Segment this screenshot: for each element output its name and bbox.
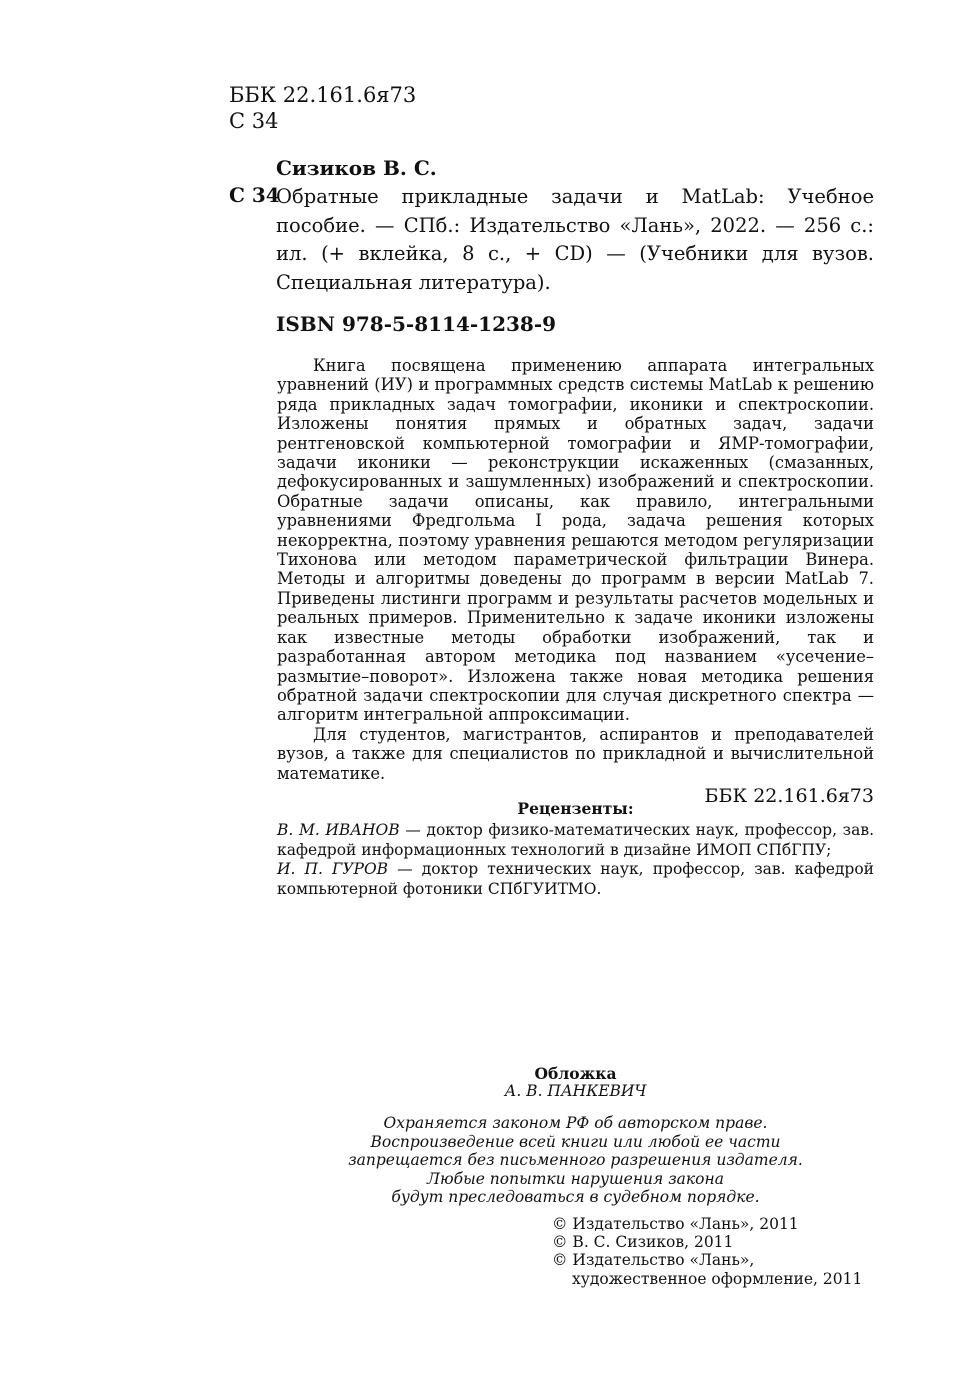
reviewers-list (277, 821, 874, 899)
cover-artist: А. В. ПАНКЕВИЧ (504, 1082, 647, 1100)
copyright-line: художественное оформление, 2011 (572, 1269, 863, 1288)
copyright-line: © Издательство «Лань», (552, 1251, 755, 1270)
reviewer-name: В. М. ИВАНОВ (277, 821, 400, 839)
reviewer-name: И. П. ГУРОВ (277, 860, 389, 878)
bbk-code: ББК 22.161.6я73 (229, 83, 417, 107)
notice-line: Любые попытки нарушения закона (427, 1169, 724, 1188)
isbn: ISBN 978-5-8114-1238-9 (276, 312, 557, 336)
bibliographic-description: Обратные прикладные задачи и MatLab: Учебное пособие. — СПб.: Издательство «Лань», 2022. — 256 с.: ил. (+ вклейка, 8 с., + CD) — (Учебники для вузов. Специальная литература). (276, 185, 874, 294)
annotation (277, 356, 874, 809)
reviewer-entry (277, 860, 874, 899)
notice-line: будут преследоваться в судебном порядке. (391, 1188, 760, 1206)
notice-line: Охраняется законом РФ об авторском праве. (383, 1114, 768, 1132)
annotation-paragraph: Для студентов, магистрантов, аспирантов и преподавателей вузов, а также для специалистов по прикладной и вычислительной математике. (277, 724, 874, 783)
reviewer-entry (277, 821, 874, 860)
header-block (229, 82, 416, 134)
cover-title: Обложка (534, 1064, 617, 1083)
reviewer-credentials: — доктор технических наук, профессор, зав. кафедрой компьютерной фотоники СПбГУИТМО. (277, 860, 875, 898)
copyright-line: © Издательство «Лань», 2011 (552, 1215, 799, 1233)
author-index-mark: С 34 (229, 183, 280, 207)
reviewers-title: Рецензенты: (517, 799, 634, 818)
annotation-paragraph: Книга посвящена применению аппарата интегральных уравнений (ИУ) и программных средств системы MatLab к решению ряда прикладных задач томографии, иконики и спектроскопии. Изложены понятия прямых и обратных задач, задачи рентгеновской компьютерной томографии и ЯМР-томографии, задачи иконики — реконструкции искаженных (смазанных, дефокусированных и зашумленных) изображений и спектроскопии. Обратные задачи описаны, как правило, интегральными уравнениями Фредгольма I рода, задача решения которых некорректна, поэтому уравнения решаются методом регуляризации Тихонова или методом параметрической фильтрации Винера. Методы и алгоритмы доведены до программ в версии MatLab 7. Приведены листинги программ и результаты расчетов модельных и реальных примеров. Применительно к задаче иконики изложены как известные методы обработки изображений, так и разработанная автором методика под названием «усечение–размытие–поворот». Изложена также новая методика решения обратной задачи спектроскопии для случая дискретного спектра — алгоритм интегральной аппроксимации. (277, 356, 874, 725)
copyright-lines (552, 1215, 862, 1288)
reviewer-credentials: — доктор физико-математических наук, профессор, зав. кафедрой информационных технологий в дизайне ИМОП СПбГПУ; (277, 821, 875, 859)
author-index: С 34 (229, 109, 279, 133)
annotation-bbk: ББК 22.161.6я73 (704, 784, 874, 807)
notice-line: Воспроизведение всей книги или любой ее части (370, 1132, 781, 1151)
copyright-line: © В. С. Сизиков, 2011 (552, 1233, 734, 1252)
author-name: Сизиков В. С. (276, 156, 437, 180)
copyright-notice (277, 1114, 874, 1207)
notice-line: запрещается без письменного разрешения издателя. (348, 1151, 803, 1169)
